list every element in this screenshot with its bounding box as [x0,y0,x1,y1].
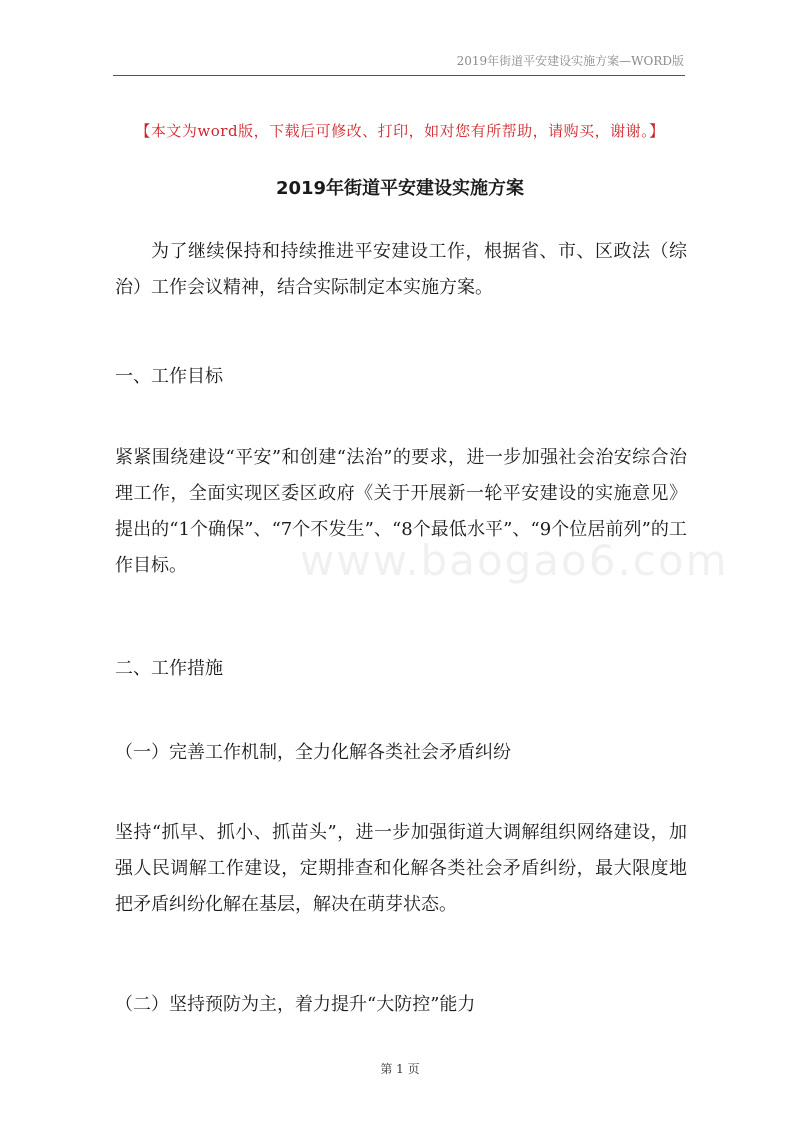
page-number: 第 1 页 [380,1062,420,1076]
subsection-heading-1: （一）完善工作机制，全力化解各类社会矛盾纠纷 [115,742,511,763]
purchase-notice: 【本文为word版，下载后可修改、打印，如对您有所帮助，请购买，谢谢。】 [135,122,665,140]
document-title: 2019年街道平安建设实施方案 [275,178,525,199]
section-heading-goals: 一、工作目标 [115,366,223,387]
watermark: www.baogao6.com [300,536,729,585]
subsection-heading-2: （二）坚持预防为主，着力提升“大防控”能力 [115,994,476,1015]
section-heading-measures: 二、工作措施 [115,658,223,679]
running-header: 2019年街道平安建设实施方案—WORD版 [456,54,684,68]
subsection-1-paragraph: 坚持“抓早、抓小、抓苗头”，进一步加强街道大调解组织网络建设，加强人民调解工作建设，定期排查和化解各类社会矛盾纠纷，最大限度地把矛盾纠纷化解在基层，解决在萌芽状态。 [115,822,687,915]
goals-paragraph: 紧紧围绕建设“平安”和创建“法治”的要求，进一步加强社会治安综合治理工作，全面实现区委区政府《关于开展新一轮平安建设的实施意见》提出的“1个确保”、“7个不发生”、“8个最低水平”、“9个位居前列”的工作目标。 [115,447,687,576]
intro-paragraph: 为了继续保持和持续推进平安建设工作，根据省、市、区政法（综治）工作会议精神，结合实际制定本实施方案。 [115,241,687,298]
header-divider [113,75,685,76]
